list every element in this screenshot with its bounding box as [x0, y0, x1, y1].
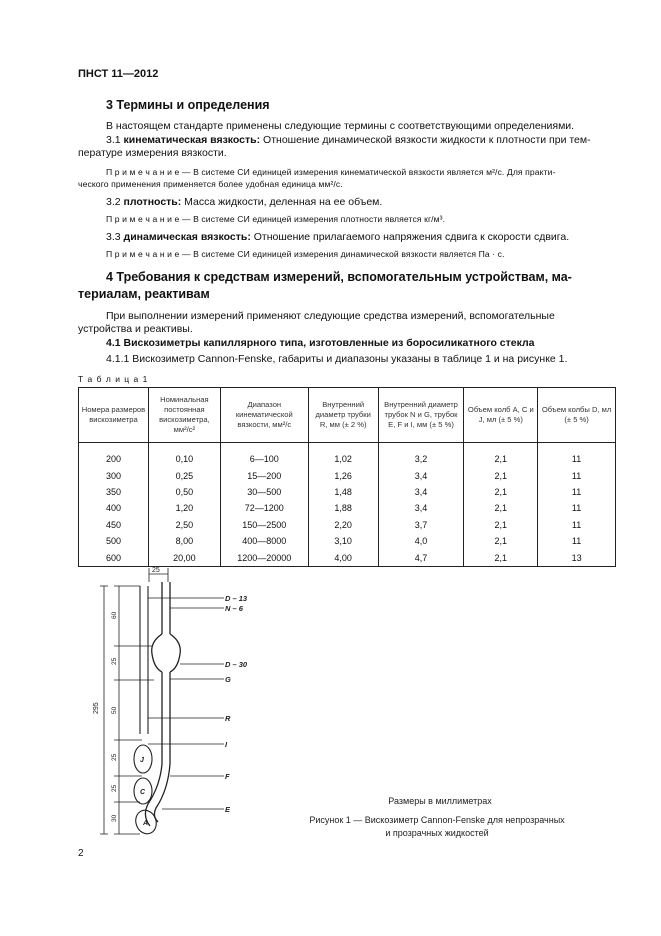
table-row [79, 484, 616, 500]
table-header-cell: Диапазон кинематической вязкости, мм²/с [220, 388, 308, 443]
term-3-1-term: кинематическая вязкость: [123, 134, 261, 146]
table-cell: 11 [538, 451, 616, 467]
table-cell: 300 [79, 467, 149, 483]
table-cell: 350 [79, 484, 149, 500]
note-label: П р и м е ч а н и е [106, 214, 180, 224]
table-row [79, 533, 616, 549]
note-3-2-text: — В системе СИ единицей измерения плотности является кг/м³. [179, 214, 446, 224]
figure-caption-cont: и прозрачных жидкостей [385, 828, 489, 838]
table-cell: 11 [538, 484, 616, 500]
label-r: R [225, 714, 231, 723]
label-i: I [225, 740, 228, 749]
section-4-intro-cont: устройства и реактивы. [78, 323, 193, 335]
table-cell: 0,50 [148, 484, 220, 500]
table-cell: 3,2 [378, 451, 464, 467]
term-3-1-number: 3.1 [106, 134, 121, 146]
table-cell: 400 [79, 500, 149, 516]
table-cell: 20,00 [148, 549, 220, 566]
page-number: 2 [78, 848, 84, 859]
table-cell: 4,00 [308, 549, 378, 566]
bulb-label-a: A [143, 820, 149, 827]
dim-label: 25 [111, 784, 118, 792]
table-cell: 4,7 [378, 549, 464, 566]
label-e: E [225, 805, 231, 814]
term-3-2-definition: Масса жидкости, деленная на ее объем. [181, 196, 383, 208]
table-cell: 72—1200 [220, 500, 308, 516]
table-cell: 1200—20000 [220, 549, 308, 566]
note-label: П р и м е ч а н и е [106, 167, 180, 177]
section-3-title: 3 Термины и определения [106, 98, 270, 112]
table-cell: 6—100 [220, 451, 308, 467]
table-spacer-row [79, 443, 616, 452]
table-cell: 8,00 [148, 533, 220, 549]
table-header-cell: Номинальная постоянная вискозиметра, мм²/с² [148, 388, 220, 443]
table-header-cell: Номера размеров вискозиметра [79, 388, 149, 443]
section-3-intro: В настоящем стандарте применены следующие термины с соответствующими определениями. [106, 120, 575, 132]
dim-label: 25 [111, 657, 118, 665]
label-n6: N – 6 [225, 604, 243, 613]
section-4-title: 4 Требования к средствам измерений, вспомогательным устройствам, ма- [106, 270, 572, 284]
table-cell: 2,1 [464, 484, 538, 500]
dim-total-label: 295 [93, 702, 100, 714]
capillary-tube-r [140, 586, 148, 734]
table-cell: 1,88 [308, 500, 378, 516]
dim-label: 30 [111, 814, 118, 822]
table-cell: 200 [79, 451, 149, 467]
table-header-row [79, 388, 616, 443]
table-cell: 1,26 [308, 467, 378, 483]
section-4-intro: При выполнении измерений применяют следующие средства измерений, вспомогательные [106, 310, 555, 322]
bulb-d [152, 634, 181, 672]
table-cell: 2,20 [308, 517, 378, 533]
viscometer-figure [92, 564, 252, 850]
section-4-1-1-text: 4.1.1 Вискозиметр Cannon-Fenske, габариты и диапазоны указаны в таблице 1 и на рисунке 1. [106, 353, 568, 365]
term-3-2-term: плотность: [123, 196, 182, 208]
note-3-2 [106, 213, 445, 225]
label-d30: D – 30 [225, 660, 248, 669]
table-cell: 3,4 [378, 484, 464, 500]
bulb-label-j: J [140, 757, 144, 764]
term-3-3-term: динамическая вязкость: [123, 231, 251, 243]
table-row [79, 517, 616, 533]
table-cell: 15—200 [220, 467, 308, 483]
table-cell: 2,1 [464, 517, 538, 533]
table-cell: 11 [538, 467, 616, 483]
table-header-cell: Объем колб A, C и J, мл (± 5 %) [464, 388, 538, 443]
table-cell: 3,4 [378, 467, 464, 483]
table-cell: 11 [538, 533, 616, 549]
table-cell: 2,1 [464, 533, 538, 549]
label-d13: D – 13 [225, 594, 248, 603]
table-cell: 13 [538, 549, 616, 566]
term-3-2 [106, 196, 382, 209]
table-header-cell: Объем колбы D, мл (± 5 %) [538, 388, 616, 443]
table-row [79, 500, 616, 516]
table-cell: 1,20 [148, 500, 220, 516]
dim-label: 60 [111, 611, 118, 619]
figure-units-note: Размеры в миллиметрах [388, 796, 492, 806]
table-row [79, 467, 616, 483]
table-cell: 3,4 [378, 500, 464, 516]
upper-tube [162, 582, 170, 634]
table-cell: 450 [79, 517, 149, 533]
section-4-1-title: 4.1 Вискозиметры капиллярного типа, изготовленные из боросиликатного стекла [106, 337, 535, 349]
label-g: G [225, 675, 231, 684]
table-cell: 11 [538, 517, 616, 533]
table-caption: Т а б л и ц а 1 [78, 374, 149, 384]
table-cell: 1,48 [308, 484, 378, 500]
table-cell: 2,1 [464, 500, 538, 516]
label-f: F [225, 772, 230, 781]
table-cell: 500 [79, 533, 149, 549]
note-label: П р и м е ч а н и е [106, 249, 180, 259]
table-cell: 600 [79, 549, 149, 566]
viscometer-table [78, 387, 616, 567]
table-cell: 3,10 [308, 533, 378, 549]
term-3-1 [106, 134, 591, 147]
table-cell: 400—8000 [220, 533, 308, 549]
dim-label: 25 [111, 753, 118, 761]
term-3-1-definition: Отношение динамической вязкости жидкости к плотности при тем- [260, 134, 591, 146]
table-cell: 2,1 [464, 467, 538, 483]
term-3-3-definition: Отношение прилагаемого напряжения сдвига к скорости сдвига. [250, 231, 570, 243]
table-cell: 30—500 [220, 484, 308, 500]
note-3-1-cont: ческого применения применяется более удобная единица мм²/с. [78, 179, 343, 189]
table-cell: 4,0 [378, 533, 464, 549]
table-header-cell: Внутренний диаметр трубки R, мм (± 2 %) [308, 388, 378, 443]
table-cell: 2,1 [464, 549, 538, 566]
table-cell: 11 [538, 500, 616, 516]
note-3-3 [106, 248, 505, 260]
note-3-3-text: — В системе СИ единицей измерения динамической вязкости является Па · с. [179, 249, 505, 259]
table-cell: 2,50 [148, 517, 220, 533]
term-3-1-definition-cont: пературе измерения вязкости. [78, 147, 227, 159]
table-cell: 2,1 [464, 451, 538, 467]
term-3-3 [106, 231, 569, 244]
bulb-label-c: C [140, 789, 146, 796]
table-header-cell: Внутренний диаметр трубок N и G, трубок E, F и I, мм (± 5 %) [378, 388, 464, 443]
note-3-1-text: — В системе СИ единицей измерения кинематической вязкости является м²/с. Для практи- [179, 167, 556, 177]
table-cell: 0,10 [148, 451, 220, 467]
table-cell: 0,25 [148, 467, 220, 483]
document-header: ПНСТ 11—2012 [78, 68, 159, 80]
figure-caption: Рисунок 1 — Вискозиметр Cannon-Fenske для непрозрачных [309, 815, 565, 825]
table-cell: 1,02 [308, 451, 378, 467]
dim-top-label: 25 [152, 567, 160, 574]
term-3-3-number: 3.3 [106, 231, 121, 243]
table-row [79, 451, 616, 467]
term-3-2-number: 3.2 [106, 196, 121, 208]
note-3-1 [106, 166, 626, 178]
table-cell: 3,7 [378, 517, 464, 533]
dim-label: 50 [111, 706, 118, 714]
table-cell: 150—2500 [220, 517, 308, 533]
section-4-title-cont: териалам, реактивам [78, 287, 210, 301]
